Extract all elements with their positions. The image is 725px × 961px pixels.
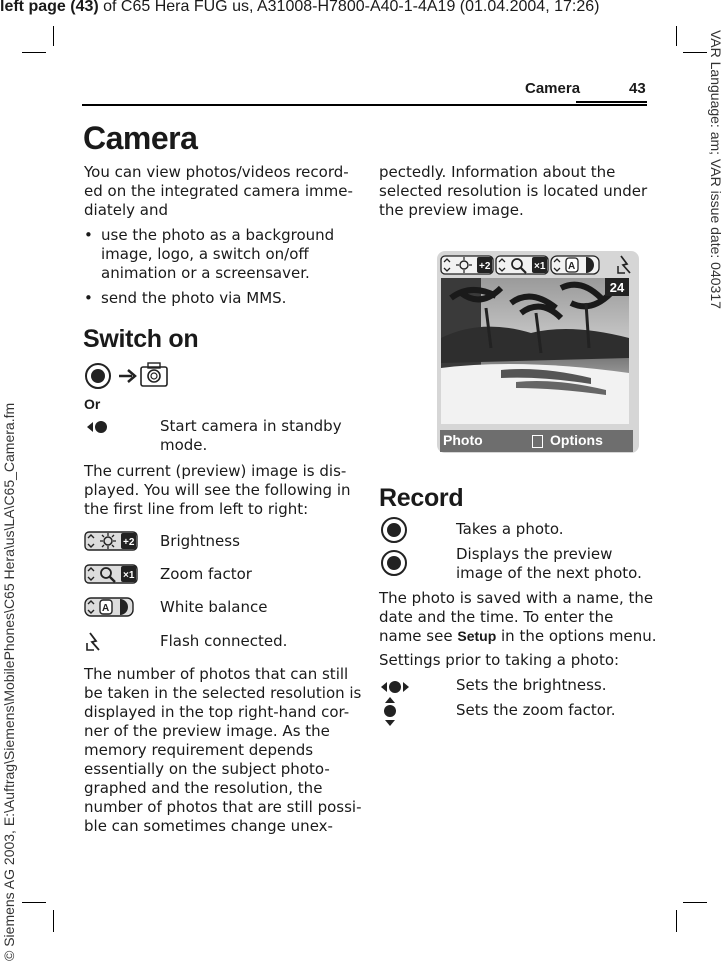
photos-remaining-paragraph	[84, 665, 362, 836]
print-header-prefix: left page (43)	[0, 0, 99, 15]
bullet-list	[84, 226, 334, 308]
record-row-text	[456, 545, 642, 583]
bullet-dot: •	[84, 289, 93, 307]
text-line: image of the next photo.	[456, 564, 642, 582]
icon-row-label: Brightness	[160, 532, 240, 550]
record-heading: Record	[379, 484, 464, 512]
phone-screen	[437, 251, 639, 453]
running-head-title: Camera	[525, 80, 581, 97]
text-line: Takes a photo.	[456, 520, 564, 538]
crop-mark	[676, 26, 677, 46]
text-line: mode.	[160, 436, 208, 454]
svg-text:+2: +2	[479, 261, 491, 272]
crop-mark	[22, 52, 46, 53]
header-rule-accent	[576, 101, 647, 103]
text-line: the first line from left to right:	[84, 500, 309, 518]
preview-paragraph	[84, 462, 351, 519]
photo-count: 24	[609, 280, 625, 295]
text-line: You can view photos/videos record-	[84, 163, 349, 181]
switch-on-heading: Switch on	[83, 325, 199, 353]
text-line: graphed and the resolution, the	[84, 779, 323, 797]
saved-paragraph	[379, 589, 656, 646]
beach-photo-preview	[441, 278, 629, 424]
text-line: date and the time. To enter the	[379, 608, 614, 626]
nav-key-up-down-icon	[381, 696, 399, 732]
arrow-right-icon	[118, 367, 138, 389]
right-margin-text: VAR Language: am; VAR issue date: 040317	[708, 30, 724, 309]
icon-row-label: Flash connected.	[160, 632, 288, 650]
list-item	[84, 289, 334, 308]
text-line: Displays the preview	[456, 545, 613, 563]
crop-mark	[53, 26, 54, 46]
page-number: 43	[629, 80, 646, 97]
icon-row-label: Zoom factor	[160, 565, 252, 583]
resolution-paragraph	[379, 163, 647, 220]
text-fragment: in the options menu.	[496, 627, 657, 645]
text-line: pectedly. Information about the	[379, 163, 616, 181]
svg-text:A: A	[102, 603, 110, 614]
page-heading: Camera	[83, 120, 198, 156]
settings-row-text: Sets the zoom factor.	[456, 701, 616, 719]
crop-mark	[22, 902, 46, 903]
header-rule	[82, 104, 647, 106]
center-key-icon	[84, 362, 114, 394]
text-line: image, logo, a switch on/off	[101, 245, 309, 263]
text-line: selected resolution is located under	[379, 182, 648, 200]
crop-mark	[676, 910, 677, 932]
center-key-icon	[379, 516, 409, 548]
brightness-icon	[84, 530, 138, 556]
text-line: use the photo as a background	[101, 226, 335, 244]
icon-row-label: White balance	[160, 598, 268, 616]
text-line: The number of photos that can still	[84, 665, 349, 683]
or-label: Or	[84, 396, 101, 412]
text-line: the preview image.	[379, 201, 524, 219]
text-line: displayed in the top right-hand cor-	[84, 703, 350, 721]
svg-text:A: A	[568, 261, 576, 272]
left-margin-text: © Siemens AG 2003, E:\Auftrag\Siemens\MobilePhones\C65 Hera\us\LA\C65_Camera.fm	[1, 402, 17, 961]
center-key-icon	[379, 549, 409, 581]
text-line: Start camera in standby	[160, 417, 342, 435]
svg-text:×1: ×1	[534, 261, 546, 272]
white-balance-icon	[84, 596, 138, 622]
left-softkey[interactable]: Photo	[443, 432, 483, 448]
switch-on-row-text	[160, 417, 342, 455]
zoom-factor-icon	[84, 563, 138, 589]
svg-text:+2: +2	[123, 537, 135, 548]
text-line: essentially on the subject photo-	[84, 760, 330, 778]
text-line: animation or a screensaver.	[101, 264, 310, 282]
print-header-suffix: of C65 Hera FUG us, A31008-H7800-A40-1-4A19 (01.04.2004, 17:26)	[103, 0, 600, 15]
text-line: played. You will see the following in	[84, 481, 351, 499]
crop-mark	[683, 902, 707, 903]
settings-row-text: Sets the brightness.	[456, 676, 607, 694]
crop-mark	[683, 52, 707, 53]
menu-key-icon	[532, 435, 543, 448]
list-item	[84, 226, 334, 283]
text-line: ed on the integrated camera imme-	[84, 182, 353, 200]
camera-icon	[139, 362, 169, 392]
flash-icon	[84, 630, 108, 656]
text-fragment: name see	[379, 627, 458, 645]
record-row-text	[456, 520, 564, 539]
text-line: memory requirement depends	[84, 741, 314, 759]
text-line: ble can sometimes change unex-	[84, 817, 333, 835]
intro-paragraph	[84, 163, 353, 220]
crop-mark	[53, 910, 54, 932]
text-line	[379, 627, 656, 646]
text-line: ner of the preview image. As the	[84, 722, 330, 740]
text-line: The photo is saved with a name, the	[379, 589, 654, 607]
nav-key-right-icon	[84, 418, 110, 440]
bullet-dot: •	[84, 226, 93, 244]
softkey-bar	[440, 430, 633, 452]
text-line: The current (preview) image is dis-	[84, 462, 347, 480]
text-line: be taken in the selected resolution is	[84, 684, 362, 702]
text-line: send the photo via MMS.	[101, 289, 287, 307]
status-icons-bar	[440, 252, 636, 278]
text-line: diately and	[84, 201, 169, 219]
settings-intro: Settings prior to taking a photo:	[379, 651, 620, 669]
right-softkey[interactable]: Options	[550, 432, 603, 448]
print-header	[0, 0, 599, 16]
setup-key-label: Setup	[457, 628, 497, 644]
svg-text:×1: ×1	[123, 570, 135, 581]
text-line: number of photos that are still possi-	[84, 798, 362, 816]
